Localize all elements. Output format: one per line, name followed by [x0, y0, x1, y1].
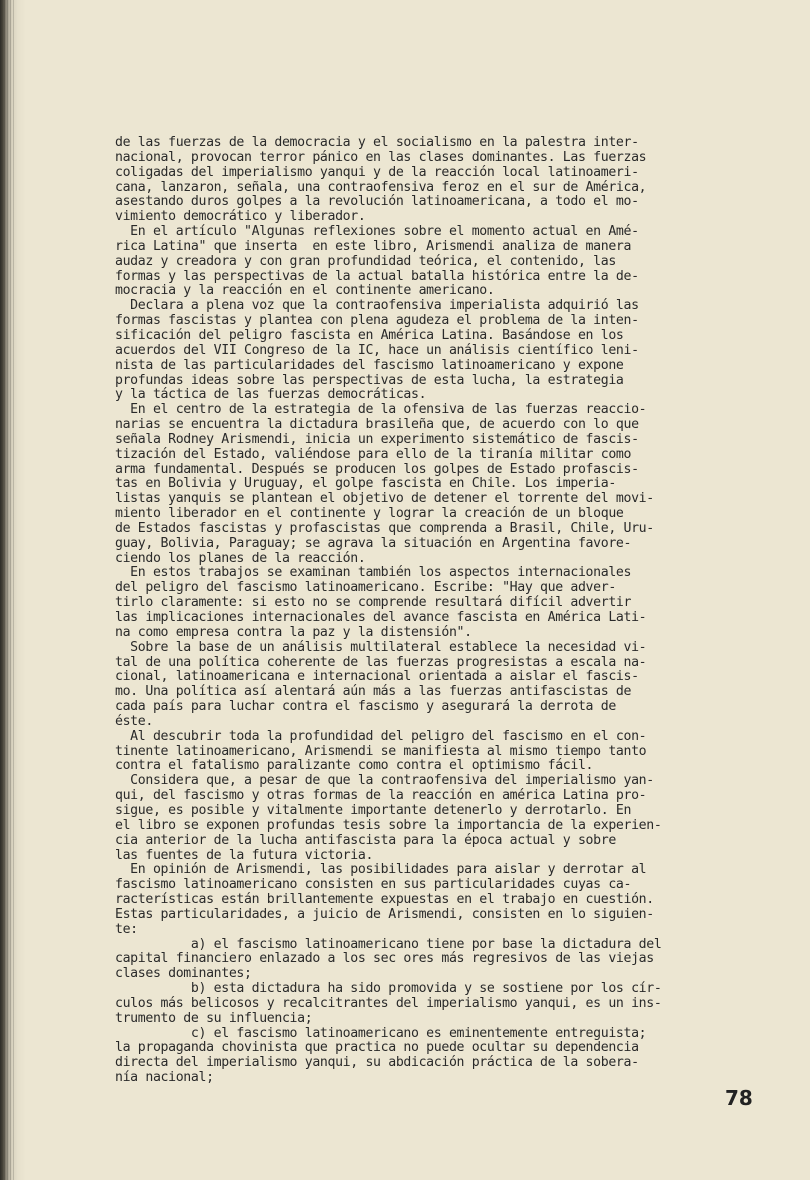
text-line: rica Latina" que inserta en este libro, Arismendi analiza de manera: [115, 238, 632, 254]
text-line: sificación del peligro fascista en América Latina. Basándose en los: [115, 327, 624, 343]
text-line: Declara a plena voz que la contraofensiva imperialista adquirió las: [115, 298, 639, 314]
text-line: guay, Bolivia, Paraguay; se agrava la situación en Argentina favore-: [115, 535, 632, 551]
text-line: c) el fascismo latinoamericano es eminentemente entreguista;: [115, 1025, 647, 1041]
text-line: narias se encuentra la dictadura brasileña que, de acuerdo con lo que: [115, 417, 639, 433]
text-line: trumento de su influencia;: [115, 1010, 313, 1026]
text-line: la propaganda chovinista que practica no puede ocultar su dependencia: [115, 1040, 639, 1056]
text-line: fascismo latinoamericano consisten en sus particularidades cuyas ca-: [115, 877, 632, 893]
text-line: ciendo los planes de la reacción.: [115, 550, 366, 566]
text-line: Sobre la base de un análisis multilateral establece la necesidad vi-: [115, 639, 647, 655]
text-line: clases dominantes;: [115, 966, 252, 982]
text-line: tal de una política coherente de las fuerzas progresistas a escala na-: [115, 654, 647, 670]
text-line: tinente latinoamericano, Arismendi se manifiesta al mismo tiempo tanto: [115, 743, 647, 759]
text-line: formas fascistas y plantea con plena agudeza el problema de la inten-: [115, 313, 639, 329]
text-line: En estos trabajos se examinan también los aspectos internacionales: [115, 565, 632, 581]
text-line: cana, lanzaron, señala, una contraofensiva feroz en el sur de América,: [115, 179, 647, 195]
text-line: señala Rodney Arismendi, inicia un experimento sistemático de fascis-: [115, 431, 639, 447]
text-line: vimiento democrático y liberador.: [115, 209, 366, 225]
text-line: el libro se exponen profundas tesis sobre la importancia de la experien-: [115, 817, 662, 833]
text-line: de las fuerzas de la democracia y el socialismo en la palestra inter-: [115, 135, 639, 150]
text-line: nista de las particularidades del fascismo latinoamericano y expone: [115, 357, 624, 373]
text-line: na como empresa contra la paz y la distensión".: [115, 624, 472, 640]
text-line: de Estados fascistas y profascistas que comprenda a Brasil, Chile, Uru-: [115, 520, 654, 536]
text-line: miento liberador en el continente y lograr la creación de un bloque: [115, 506, 624, 522]
text-line: Al descubrir toda la profundidad del peligro del fascismo en el con-: [115, 728, 647, 744]
text-line: asestando duros golpes a la revolución latinoamericana, a todo el mo-: [115, 194, 639, 210]
text-line: te:: [115, 921, 138, 937]
text-line: sigue, es posible y vitalmente importante detenerlo y derrotarlo. En: [115, 802, 632, 818]
page-number: 78: [725, 1086, 753, 1110]
text-line: contra el fatalismo paralizante como contra el optimismo fácil.: [115, 758, 594, 774]
text-line: acuerdos del VII Congreso de la IC, hace un análisis científico leni-: [115, 342, 639, 358]
text-line: coligadas del imperialismo yanqui y de la reacción local latinoameri-: [115, 164, 639, 180]
text-line: tirlo claramente: si esto no se comprende resultará difícil advertir: [115, 595, 632, 611]
text-line: racterísticas están brillantemente expuestas en el trabajo en cuestión.: [115, 892, 654, 908]
text-line: a) el fascismo latinoamericano tiene por base la dictadura del: [115, 936, 662, 952]
body-text: [115, 136, 770, 1086]
text-line: tización del Estado, valiéndose para ello de la tiranía militar como: [115, 446, 632, 462]
text-line: nía nacional;: [115, 1070, 214, 1086]
text-line: arma fundamental. Después se producen los golpes de Estado profascis-: [115, 461, 639, 477]
binding-stitching: [4, 0, 14, 1180]
text-line: capital financiero enlazado a los sec ores más regresivos de las viejas: [115, 951, 654, 967]
text-line: b) esta dictadura ha sido promovida y se sostiene por los cír-: [115, 981, 662, 997]
text-line: nacional, provocan terror pánico en las clases dominantes. Las fuerzas: [115, 149, 647, 165]
text-line: formas y las perspectivas de la actual batalla histórica entre la de-: [115, 268, 639, 284]
text-line: Considera que, a pesar de que la contraofensiva del imperialismo yan-: [115, 773, 654, 789]
text-line: cada país para luchar contra el fascismo y asegurará la derrota de: [115, 699, 616, 715]
text-line: cia anterior de la lucha antifascista para la época actual y sobre: [115, 832, 616, 848]
text-line: profundas ideas sobre las perspectivas de esta lucha, la estrategia: [115, 372, 624, 388]
text-line: éste.: [115, 713, 153, 729]
text-line: audaz y creadora y con gran profundidad teórica, el contenido, las: [115, 253, 616, 269]
text-line: tas en Bolivia y Uruguay, el golpe fascista en Chile. Los imperia-: [115, 476, 616, 492]
text-line: culos más belicosos y recalcitrantes del imperialismo yanqui, es un ins-: [115, 995, 662, 1011]
text-line: listas yanquis se plantean el objetivo de detener el torrente del movi-: [115, 491, 654, 507]
text-line: las implicaciones internacionales del avance fascista en América Lati-: [115, 610, 647, 625]
book-spine-shadow: [0, 0, 26, 1180]
text-line: En el artículo "Algunas reflexiones sobre el momento actual en Amé-: [115, 224, 639, 240]
text-line: En el centro de la estrategia de la ofensiva de las fuerzas reaccio-: [115, 402, 647, 418]
text-line: las fuentes de la futura victoria.: [115, 847, 374, 863]
text-line: del peligro del fascismo latinoamericano. Escribe: "Hay que adver-: [115, 580, 616, 596]
text-line: directa del imperialismo yanqui, su abdicación práctica de la sobera-: [115, 1055, 639, 1071]
text-line: mo. Una política así alentará aún más a las fuerzas antifascistas de: [115, 684, 632, 700]
text-line: cional, latinoamericana e internacional orientada a aislar el fascis-: [115, 669, 639, 685]
text-line: y la táctica de las fuerzas democráticas.: [115, 387, 427, 403]
text-line: Estas particularidades, a juicio de Arismendi, consisten en lo siguien-: [115, 906, 654, 922]
text-line: En opinión de Arismendi, las posibilidades para aislar y derrotar al: [115, 862, 647, 878]
text-line: qui, del fascismo y otras formas de la reacción en américa Latina pro-: [115, 788, 647, 804]
text-line: mocracia y la reacción en el continente americano.: [115, 283, 495, 299]
